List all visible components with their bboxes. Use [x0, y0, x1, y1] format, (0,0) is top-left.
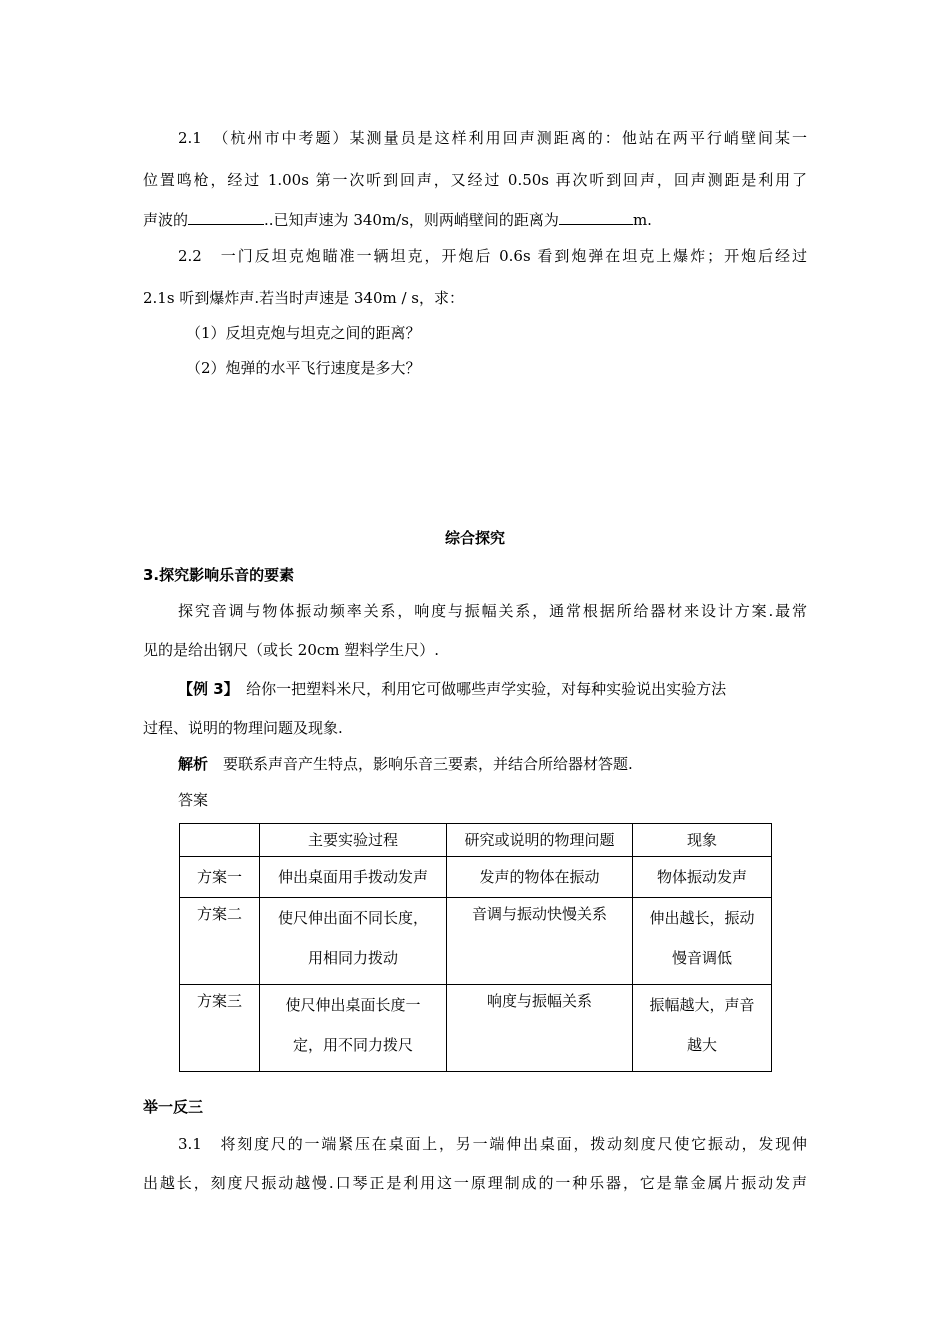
phenomenon-line: 越大 [686, 1036, 717, 1054]
q22-sub1: （1）反坦克炮与坦克之间的距离？ [186, 324, 421, 342]
process-line: 用相同力拨动 [307, 949, 398, 967]
q21-line1: 2.1 （杭州市中考题）某测量员是这样利用回声测距离的：他站在两平行峭壁间某一 [178, 129, 807, 147]
answer-label: 答案 [178, 791, 209, 809]
topic3-intro2: 见的是给出钢尺（或长 20cm 塑料学生尺）. [143, 641, 440, 659]
answer-blank-2[interactable] [559, 210, 633, 225]
scheme-question: 音调与振动快慢关系 [447, 898, 633, 985]
phenomenon-line: 慢音调低 [671, 949, 732, 967]
scheme-question: 响度与振幅关系 [447, 985, 633, 1072]
scheme-process: 伸出桌面用手拨动发声 [260, 857, 447, 898]
table-header-cell: 研究或说明的物理问题 [447, 824, 633, 857]
scheme-name: 方案三 [180, 985, 260, 1072]
process-line: 定，用不同力拨尺 [292, 1036, 413, 1054]
scheme-process [260, 985, 447, 1072]
q21-line3-mid: ..已知声速为 340m/s，则两峭壁间的距离为 [264, 211, 559, 229]
phenomenon-line: 伸出越长，振动 [649, 909, 755, 927]
process-line: 使尺伸出面不同长度， [277, 909, 428, 927]
table-row [180, 857, 772, 898]
scheme-phenomenon: 物体振动发声 [633, 857, 772, 898]
answer-table [179, 823, 772, 1072]
section-title: 综合探究 [444, 529, 505, 547]
topic3-heading: 3.探究影响乐音的要素 [143, 566, 295, 584]
scheme-phenomenon [633, 898, 772, 985]
scheme-name: 方案二 [180, 898, 260, 985]
table-header-row [180, 824, 772, 857]
example-tag: 【例 3】 [178, 680, 232, 698]
table-header-cell: 现象 [633, 824, 772, 857]
table-row [180, 985, 772, 1072]
q22-line1: 2.2 一门反坦克炮瞄准一辆坦克，开炮后 0.6s 看到炮弹在坦克上爆炸；开炮后经过 [178, 247, 807, 265]
example-text-1: 给你一把塑料米尺，利用它可做哪些声学实验，对每种实验说出实验方法 [231, 680, 727, 698]
analysis-text: 要联系声音产生特点，影响乐音三要素，并结合所给器材答题. [208, 755, 633, 773]
scheme-phenomenon [633, 985, 772, 1072]
scheme-question: 发声的物体在振动 [447, 857, 633, 898]
table-row [180, 898, 772, 985]
q21-line2: 位置鸣枪，经过 1.00s 第一次听到回声，又经过 0.50s 再次听到回声，回声测距是利用了 [143, 171, 807, 189]
q21-line3-post: m. [632, 211, 652, 229]
phenomenon-line: 振幅越大，声音 [649, 996, 755, 1014]
topic3-intro1: 探究音调与物体振动频率关系，响度与振幅关系，通常根据所给器材来设计方案.最常 [178, 602, 807, 620]
q22-sub2: （2）炮弹的水平飞行速度是多大？ [186, 359, 421, 377]
analysis [178, 754, 633, 774]
answer-blank-1[interactable] [188, 210, 264, 225]
table-header-cell [180, 824, 260, 857]
practice-line2: 出越长，刻度尺振动越慢.口琴正是利用这一原理制成的一种乐器，它是靠金属片振动发声 [143, 1174, 807, 1192]
q22-line2: 2.1s 听到爆炸声.若当时声速是 340m / s，求： [143, 289, 465, 307]
scheme-name: 方案一 [180, 857, 260, 898]
analysis-tag: 解析 [178, 755, 209, 773]
scheme-process [260, 898, 447, 985]
table-header-cell: 主要实验过程 [260, 824, 447, 857]
practice-heading: 举一反三 [143, 1098, 204, 1116]
process-line: 使尺伸出桌面长度一 [285, 996, 421, 1014]
q21-line3-pre: 声波的 [143, 211, 189, 229]
practice-line1: 3.1 将刻度尺的一端紧压在桌面上，另一端伸出桌面，拨动刻度尺使它振动，发现伸 [178, 1135, 807, 1153]
example-3 [178, 679, 726, 699]
example-text-2: 过程、说明的物理问题及现象. [143, 719, 343, 737]
q21-line3 [143, 210, 652, 230]
